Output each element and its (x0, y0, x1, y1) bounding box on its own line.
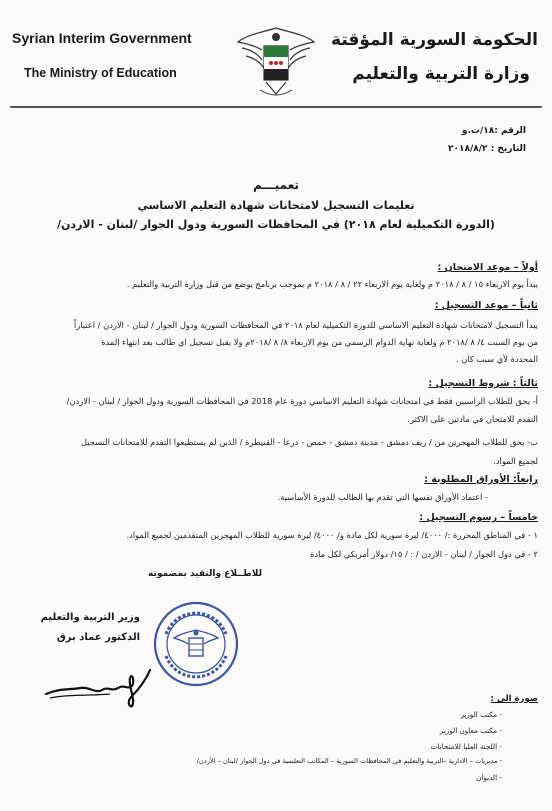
section-registration-date-text-1: يبدأ التسجيل لامتحانات شهادة التعليم الاساسي للدورة التكميلية لعام ٢٠١٨ في المحافظات السورية ودول الجوار / لبنان - الاردن / اعتباراً (73, 320, 538, 330)
copies-item: - الديوان (476, 773, 502, 782)
section-conditions-b-line-1: ب- يحق للطلاب المهجرين من / ريف دمشق - مدينة دمشق - حمص - درعا - القنيطرة / الذين لم يستطيعوا التقدم للامتحانات التسجيل (81, 437, 538, 447)
header-ar-ministry: وزارة التربية والتعليم (352, 64, 530, 84)
section-exam-date-heading: أولاً – موعد الامتحان : (437, 262, 538, 273)
copies-heading: صورة الى : (490, 694, 538, 704)
reference-number: الرقم :١٨/ت.و (461, 126, 526, 136)
section-exam-date-text: يبدأ يوم الاربعاء ١٥ / ٨ / ٢٠١٨ م ولغاية يوم الاربعاء ٢٢ / ٨ / ٢٠١٨ م بموجب برنامج يوضع من قبل وزارة التربية والتعليم . (126, 279, 538, 289)
header-divider (10, 106, 542, 108)
eagle-emblem-icon (234, 20, 318, 100)
reference-date: التاريخ : ٢٠١٨/٨/٢ (448, 144, 526, 154)
header-en-government: Syrian Interim Government (12, 30, 192, 46)
document-subtitle: تعليمات التسجيل لامتحانات شهادة التعليم الاساسي (137, 199, 415, 212)
document-title: تعميـــم (253, 178, 299, 192)
section-required-papers-heading: رابعاً: الأوراق المطلوبة : (424, 474, 538, 485)
section-fees-text-1: ١ - في المناطق المحررة :/ ٤٠٠٠/ ليرة سورية لكل مادة و/ ٤٠٠٠/ ليرة سورية للطلاب المهجرين المتقدمين لجميع المواد. (126, 530, 538, 540)
copies-item: - مكتب الوزير (460, 710, 502, 719)
copies-item: - مديريات – الادارية –التربية والتعليم في المحافظات السورية – المكاتب التعليمية في دول الجوار /لبنان – الأردن/ (196, 757, 502, 765)
handwritten-signature-icon (40, 664, 160, 709)
header-en-ministry: The Ministry of Education (24, 66, 177, 80)
section-conditions-heading: ثالثاً : شروط التسجيل : (428, 378, 538, 389)
section-fees-heading: خامساً – رسوم التسجيل : (419, 512, 538, 523)
copies-item: - اللجنة العليا للامتحانات (430, 742, 502, 751)
section-fees-text-2: ٢ - في دول الجوار / لبنان - الاردن / : / ١٥/ دولار أمريكي لكل مادة (310, 549, 538, 559)
section-conditions-a-line-2: التقدم للامتحان في مادتين على الاكثر. (407, 414, 538, 424)
ministry-stamp-icon (152, 600, 240, 688)
section-conditions-b-line-2: لجميع المواد. (493, 456, 538, 466)
closing-line: للاطــلاع والتقيد بمضمونه (148, 569, 262, 579)
document-subtitle-session: (الدورة التكميلية لعام ٢٠١٨) في المحافظات السورية ودول الجوار /لبنان - الاردن/ (57, 218, 495, 231)
header-ar-government: الحكومة السورية المؤقتة (331, 30, 538, 50)
signatory-title: وزير التربية والتعليم (40, 612, 140, 623)
copies-item: - مكتب معاون الوزير (439, 726, 502, 735)
section-registration-date-heading: ثانياً – موعد التسجيل : (434, 300, 538, 311)
section-registration-date-text-3: المحددة لأي سبب كان . (456, 354, 538, 364)
signatory-name: الدكتور عماد برق (56, 632, 140, 643)
section-required-papers-text: - اعتماد الأوراق نفسها التي تقدم بها الطالب للدورة الأساسية. (277, 492, 488, 502)
section-conditions-a-line-1: أ- يحق للطلاب الراسبين فقط في امتحانات شهادة التعليم الاساسي دورة عام 2018 في المحافظات السورية ودول الجوار / لبنان - الاردن/ (66, 396, 538, 406)
section-registration-date-text-2: من يوم السبت ٤/ ٨ /٢٠١٨ م ولغاية نهاية الدوام الرسمي من يوم الاربعاء ٨/ ٨ /٢٠١٨م ولا يقبل تسجيل اي طالب بعد انتهاء المدة (101, 337, 538, 347)
